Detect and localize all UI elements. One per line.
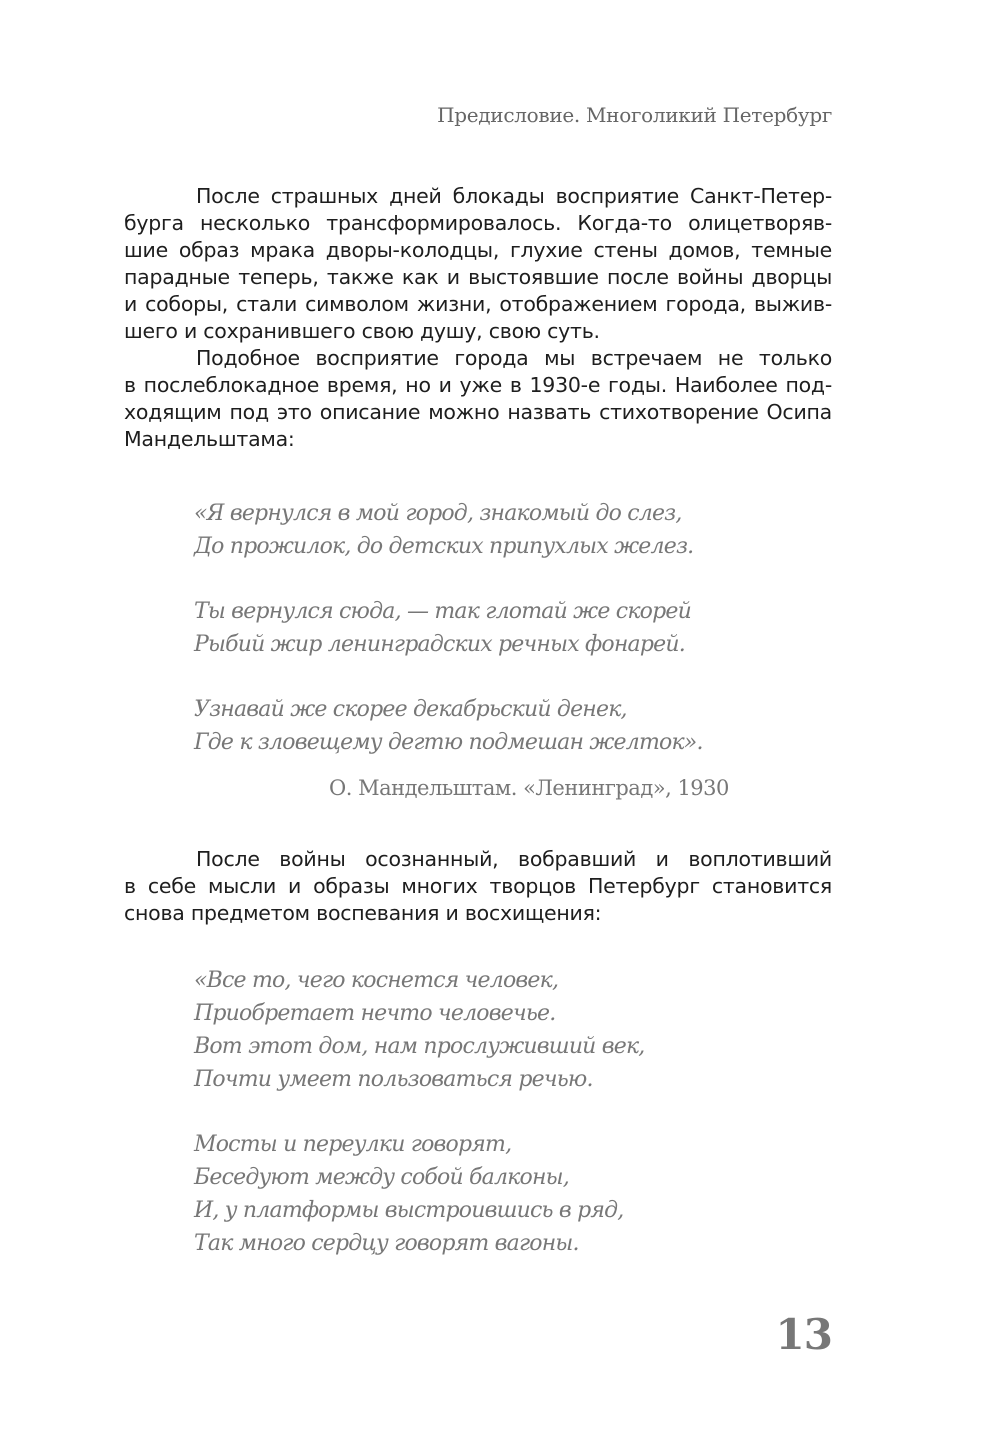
paragraph-1-line: бурга несколько трансформировалось. Когда-то олицетворяв-: [124, 211, 832, 235]
poem-attribution: О. Мандельштам. «Ленинград», 1930: [329, 776, 729, 800]
paragraph-1-line: и соборы, стали символом жизни, отображением города, выжив-: [124, 292, 832, 316]
paragraph-3-line: в себе мысли и образы многих творцов Петербург становится: [124, 874, 832, 898]
stanza-gap: [194, 661, 703, 693]
stanza-gap: [194, 1096, 645, 1128]
poem-line: «Все то, чего коснется человек,: [194, 968, 559, 993]
paragraph-2-line: в послеблокадное время, но и уже в 1930-е годы. Наиболее под-: [124, 373, 832, 397]
poem-line: Беседуют между собой балконы,: [194, 1165, 569, 1190]
poem-line: До прожилок, до детских припухлых желез.: [194, 534, 694, 559]
page-number: 13: [775, 1310, 832, 1359]
paragraph-1-line: шего и сохранившего свою душу, свою суть.: [124, 319, 600, 343]
poem-line: Узнавай же скорее декабрьский денек,: [194, 697, 627, 722]
paragraph-2-line: Мандельштама:: [124, 427, 295, 451]
body-text-top: [124, 183, 832, 453]
paragraph-2-line: ходящим под это описание можно назвать стихотворение Осипа: [124, 400, 832, 424]
paragraph-1-line: парадные теперь, также как и выстоявшие после войны дворцы: [124, 265, 832, 289]
poem-second: [194, 964, 645, 1260]
body-text-middle: [124, 846, 832, 927]
poem-line: Ты вернулся сюда, — так глотай же скорей: [194, 599, 691, 624]
poem-line: Почти умеет пользоваться речью.: [194, 1067, 593, 1092]
running-head: Предисловие. Многоликий Петербург: [437, 103, 832, 127]
poem-line: И, у платформы выстроившись в ряд,: [194, 1198, 624, 1223]
paragraph-1-line: шие образ мрака дворы-колодцы, глухие стены домов, темные: [124, 238, 832, 262]
paragraph-3-line: После войны осознанный, вобравший и воплотивший: [196, 847, 832, 871]
poem-line: «Я вернулся в мой город, знакомый до слез,: [194, 501, 682, 526]
poem-line: Где к зловещему дегтю подмешан желток».: [194, 730, 703, 755]
paragraph-1-line: После страшных дней блокады восприятие Санкт-Петер-: [196, 184, 832, 208]
poem-line: Вот этот дом, нам прослуживший век,: [194, 1034, 645, 1059]
poem-line: Так много сердцу говорят вагоны.: [194, 1231, 579, 1256]
stanza-gap: [194, 563, 703, 595]
paragraph-3-line: снова предметом воспевания и восхищения:: [124, 901, 602, 925]
poem-line: Приобретает нечто человечье.: [194, 1001, 556, 1026]
poem-mandelstam: [194, 497, 703, 759]
poem-line: Мосты и переулки говорят,: [194, 1132, 512, 1157]
poem-line: Рыбий жир ленинградских речных фонарей.: [194, 632, 685, 657]
paragraph-2-line: Подобное восприятие города мы встречаем не только: [196, 346, 832, 370]
